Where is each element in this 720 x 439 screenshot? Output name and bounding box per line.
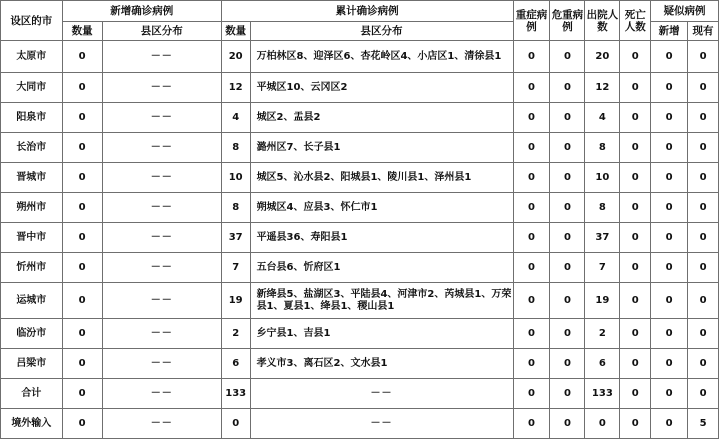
- cell-critical: 0: [550, 223, 585, 253]
- table-row: [1, 283, 719, 319]
- header-cumulative-confirmed: 累计确诊病例: [221, 1, 513, 22]
- cell-new-count: 0: [62, 253, 102, 283]
- cell-city: 长治市: [1, 133, 63, 163]
- cell-discharged: 0: [585, 409, 620, 439]
- cell-severe: 0: [513, 103, 550, 133]
- cell-critical: 0: [550, 409, 585, 439]
- cell-severe: 0: [513, 409, 550, 439]
- cell-discharged: 133: [585, 379, 620, 409]
- cell-cum-distribution: 平遥县36、寿阳县1: [250, 223, 513, 253]
- cell-cum-count: 133: [221, 379, 250, 409]
- cell-critical: 0: [550, 349, 585, 379]
- header-cum-count: 数量: [221, 22, 250, 41]
- cell-new-count: 0: [62, 283, 102, 319]
- header-new-confirmed: 新增确诊病例: [62, 1, 221, 22]
- cell-deaths: 0: [620, 379, 651, 409]
- table-row: [1, 163, 719, 193]
- cell-city: 吕梁市: [1, 349, 63, 379]
- cell-severe: 0: [513, 41, 550, 73]
- cell-cum-distribution: 五台县6、忻府区1: [250, 253, 513, 283]
- cell-cum-count: 8: [221, 193, 250, 223]
- cell-cum-distribution: 乡宁县1、吉县1: [250, 319, 513, 349]
- cell-critical: 0: [550, 103, 585, 133]
- cell-critical: 0: [550, 379, 585, 409]
- cell-discharged: 20: [585, 41, 620, 73]
- cell-cum-count: 2: [221, 319, 250, 349]
- cell-discharged: 8: [585, 133, 620, 163]
- cell-new-count: 0: [62, 133, 102, 163]
- cell-severe: 0: [513, 253, 550, 283]
- cell-suspected-new: 0: [651, 379, 688, 409]
- cell-discharged: 6: [585, 349, 620, 379]
- cell-suspected-new: 0: [651, 73, 688, 103]
- cell-severe: 0: [513, 163, 550, 193]
- cell-suspected-current: 0: [688, 193, 719, 223]
- cell-suspected-new: 0: [651, 253, 688, 283]
- cell-new-distribution: －－: [102, 41, 221, 73]
- cell-suspected-current: 0: [688, 103, 719, 133]
- cell-cum-distribution: 孝义市3、离石区2、文水县1: [250, 349, 513, 379]
- table-row: [1, 223, 719, 253]
- cell-critical: 0: [550, 283, 585, 319]
- cell-critical: 0: [550, 193, 585, 223]
- cell-cum-distribution: 新绛县5、盐湖区3、平陆县4、河津市2、芮城县1、万荣县1、夏县1、绛县1、稷山县1: [250, 283, 513, 319]
- cell-deaths: 0: [620, 73, 651, 103]
- cell-cum-count: 20: [221, 41, 250, 73]
- cell-new-distribution: －－: [102, 283, 221, 319]
- header-suspected-new: 新增: [651, 22, 688, 41]
- cell-discharged: 10: [585, 163, 620, 193]
- header-suspected: 疑似病例: [651, 1, 719, 22]
- cell-suspected-current: 0: [688, 223, 719, 253]
- cell-discharged: 7: [585, 253, 620, 283]
- cell-critical: 0: [550, 41, 585, 73]
- cell-discharged: 37: [585, 223, 620, 253]
- cell-new-distribution: －－: [102, 193, 221, 223]
- cell-new-count: 0: [62, 223, 102, 253]
- cell-critical: 0: [550, 319, 585, 349]
- cell-deaths: 0: [620, 193, 651, 223]
- table-row: [1, 349, 719, 379]
- cell-critical: 0: [550, 253, 585, 283]
- cell-suspected-current: 0: [688, 379, 719, 409]
- table-row: [1, 319, 719, 349]
- cell-deaths: 0: [620, 319, 651, 349]
- cell-cum-count: 37: [221, 223, 250, 253]
- cell-cum-distribution: 平城区10、云冈区2: [250, 73, 513, 103]
- cell-cum-distribution: 万柏林区8、迎泽区6、杏花岭区4、小店区1、清徐县1: [250, 41, 513, 73]
- table-row: [1, 41, 719, 73]
- header-region: 设区的市: [1, 1, 63, 41]
- cell-suspected-current: 0: [688, 41, 719, 73]
- cell-suspected-current: 0: [688, 283, 719, 319]
- cell-severe: 0: [513, 73, 550, 103]
- cell-suspected-current: 5: [688, 409, 719, 439]
- header-new-distribution: 县区分布: [102, 22, 221, 41]
- cell-city: 晋中市: [1, 223, 63, 253]
- cell-suspected-new: 0: [651, 319, 688, 349]
- cell-new-count: 0: [62, 73, 102, 103]
- cell-city: 临汾市: [1, 319, 63, 349]
- cell-cum-count: 12: [221, 73, 250, 103]
- table-row: [1, 133, 719, 163]
- cell-discharged: 12: [585, 73, 620, 103]
- cell-new-count: 0: [62, 379, 102, 409]
- cell-deaths: 0: [620, 253, 651, 283]
- cell-cum-distribution: －－: [250, 379, 513, 409]
- cell-city: 境外输入: [1, 409, 63, 439]
- cell-new-distribution: －－: [102, 223, 221, 253]
- table-row-imported: [1, 409, 719, 439]
- cell-city: 运城市: [1, 283, 63, 319]
- header-critical: 危重病例: [550, 1, 585, 41]
- cell-suspected-current: 0: [688, 73, 719, 103]
- cell-cum-distribution: 朔城区4、应县3、怀仁市1: [250, 193, 513, 223]
- cell-severe: 0: [513, 349, 550, 379]
- cell-discharged: 2: [585, 319, 620, 349]
- cell-new-distribution: －－: [102, 349, 221, 379]
- cell-new-distribution: －－: [102, 319, 221, 349]
- cell-suspected-current: 0: [688, 253, 719, 283]
- cell-critical: 0: [550, 73, 585, 103]
- cell-deaths: 0: [620, 349, 651, 379]
- cell-suspected-new: 0: [651, 283, 688, 319]
- cell-suspected-current: 0: [688, 349, 719, 379]
- cell-suspected-new: 0: [651, 103, 688, 133]
- cell-severe: 0: [513, 223, 550, 253]
- cell-cum-count: 4: [221, 103, 250, 133]
- cell-severe: 0: [513, 319, 550, 349]
- cell-city: 大同市: [1, 73, 63, 103]
- cell-city: 忻州市: [1, 253, 63, 283]
- cell-city: 阳泉市: [1, 103, 63, 133]
- cell-new-distribution: －－: [102, 103, 221, 133]
- cell-new-distribution: －－: [102, 73, 221, 103]
- table-row: [1, 253, 719, 283]
- cell-city: 朔州市: [1, 193, 63, 223]
- cell-suspected-new: 0: [651, 409, 688, 439]
- table-row-total: [1, 379, 719, 409]
- cell-cum-count: 8: [221, 133, 250, 163]
- cell-new-count: 0: [62, 41, 102, 73]
- cell-suspected-new: 0: [651, 41, 688, 73]
- table-row: [1, 103, 719, 133]
- cell-new-distribution: －－: [102, 133, 221, 163]
- cell-cum-distribution: 潞州区7、长子县1: [250, 133, 513, 163]
- cell-new-count: 0: [62, 349, 102, 379]
- cell-city: 太原市: [1, 41, 63, 73]
- cell-cum-count: 6: [221, 349, 250, 379]
- cell-deaths: 0: [620, 283, 651, 319]
- cell-critical: 0: [550, 163, 585, 193]
- cell-cum-count: 10: [221, 163, 250, 193]
- cell-city: 晋城市: [1, 163, 63, 193]
- header-deaths: 死亡人数: [620, 1, 651, 41]
- cell-severe: 0: [513, 193, 550, 223]
- cell-discharged: 19: [585, 283, 620, 319]
- cell-suspected-current: 0: [688, 319, 719, 349]
- cell-suspected-new: 0: [651, 193, 688, 223]
- cell-cum-count: 7: [221, 253, 250, 283]
- cell-new-count: 0: [62, 319, 102, 349]
- cell-suspected-new: 0: [651, 349, 688, 379]
- cell-severe: 0: [513, 283, 550, 319]
- cell-new-distribution: －－: [102, 379, 221, 409]
- cell-cum-distribution: －－: [250, 409, 513, 439]
- cell-new-distribution: －－: [102, 409, 221, 439]
- cell-new-distribution: －－: [102, 163, 221, 193]
- cell-new-distribution: －－: [102, 253, 221, 283]
- cell-deaths: 0: [620, 133, 651, 163]
- cell-cum-distribution: 城区2、盂县2: [250, 103, 513, 133]
- cell-deaths: 0: [620, 163, 651, 193]
- cell-critical: 0: [550, 133, 585, 163]
- table-row: [1, 193, 719, 223]
- cell-severe: 0: [513, 133, 550, 163]
- header-discharged: 出院人数: [585, 1, 620, 41]
- cell-suspected-new: 0: [651, 223, 688, 253]
- cell-deaths: 0: [620, 41, 651, 73]
- cell-discharged: 8: [585, 193, 620, 223]
- cell-new-count: 0: [62, 193, 102, 223]
- header-new-count: 数量: [62, 22, 102, 41]
- cell-suspected-new: 0: [651, 163, 688, 193]
- cell-new-count: 0: [62, 163, 102, 193]
- cell-suspected-current: 0: [688, 133, 719, 163]
- cell-deaths: 0: [620, 103, 651, 133]
- header-severe: 重症病例: [513, 1, 550, 41]
- cell-new-count: 0: [62, 103, 102, 133]
- table-row: [1, 73, 719, 103]
- cell-cum-count: 19: [221, 283, 250, 319]
- cell-suspected-current: 0: [688, 163, 719, 193]
- cell-city: 合计: [1, 379, 63, 409]
- cell-severe: 0: [513, 379, 550, 409]
- cell-deaths: 0: [620, 223, 651, 253]
- header-suspected-current: 现有: [688, 22, 719, 41]
- header-cum-distribution: 县区分布: [250, 22, 513, 41]
- cell-suspected-new: 0: [651, 133, 688, 163]
- cell-cum-distribution: 城区5、沁水县2、阳城县1、陵川县1、泽州县1: [250, 163, 513, 193]
- cell-new-count: 0: [62, 409, 102, 439]
- cell-deaths: 0: [620, 409, 651, 439]
- cell-cum-count: 0: [221, 409, 250, 439]
- cell-discharged: 4: [585, 103, 620, 133]
